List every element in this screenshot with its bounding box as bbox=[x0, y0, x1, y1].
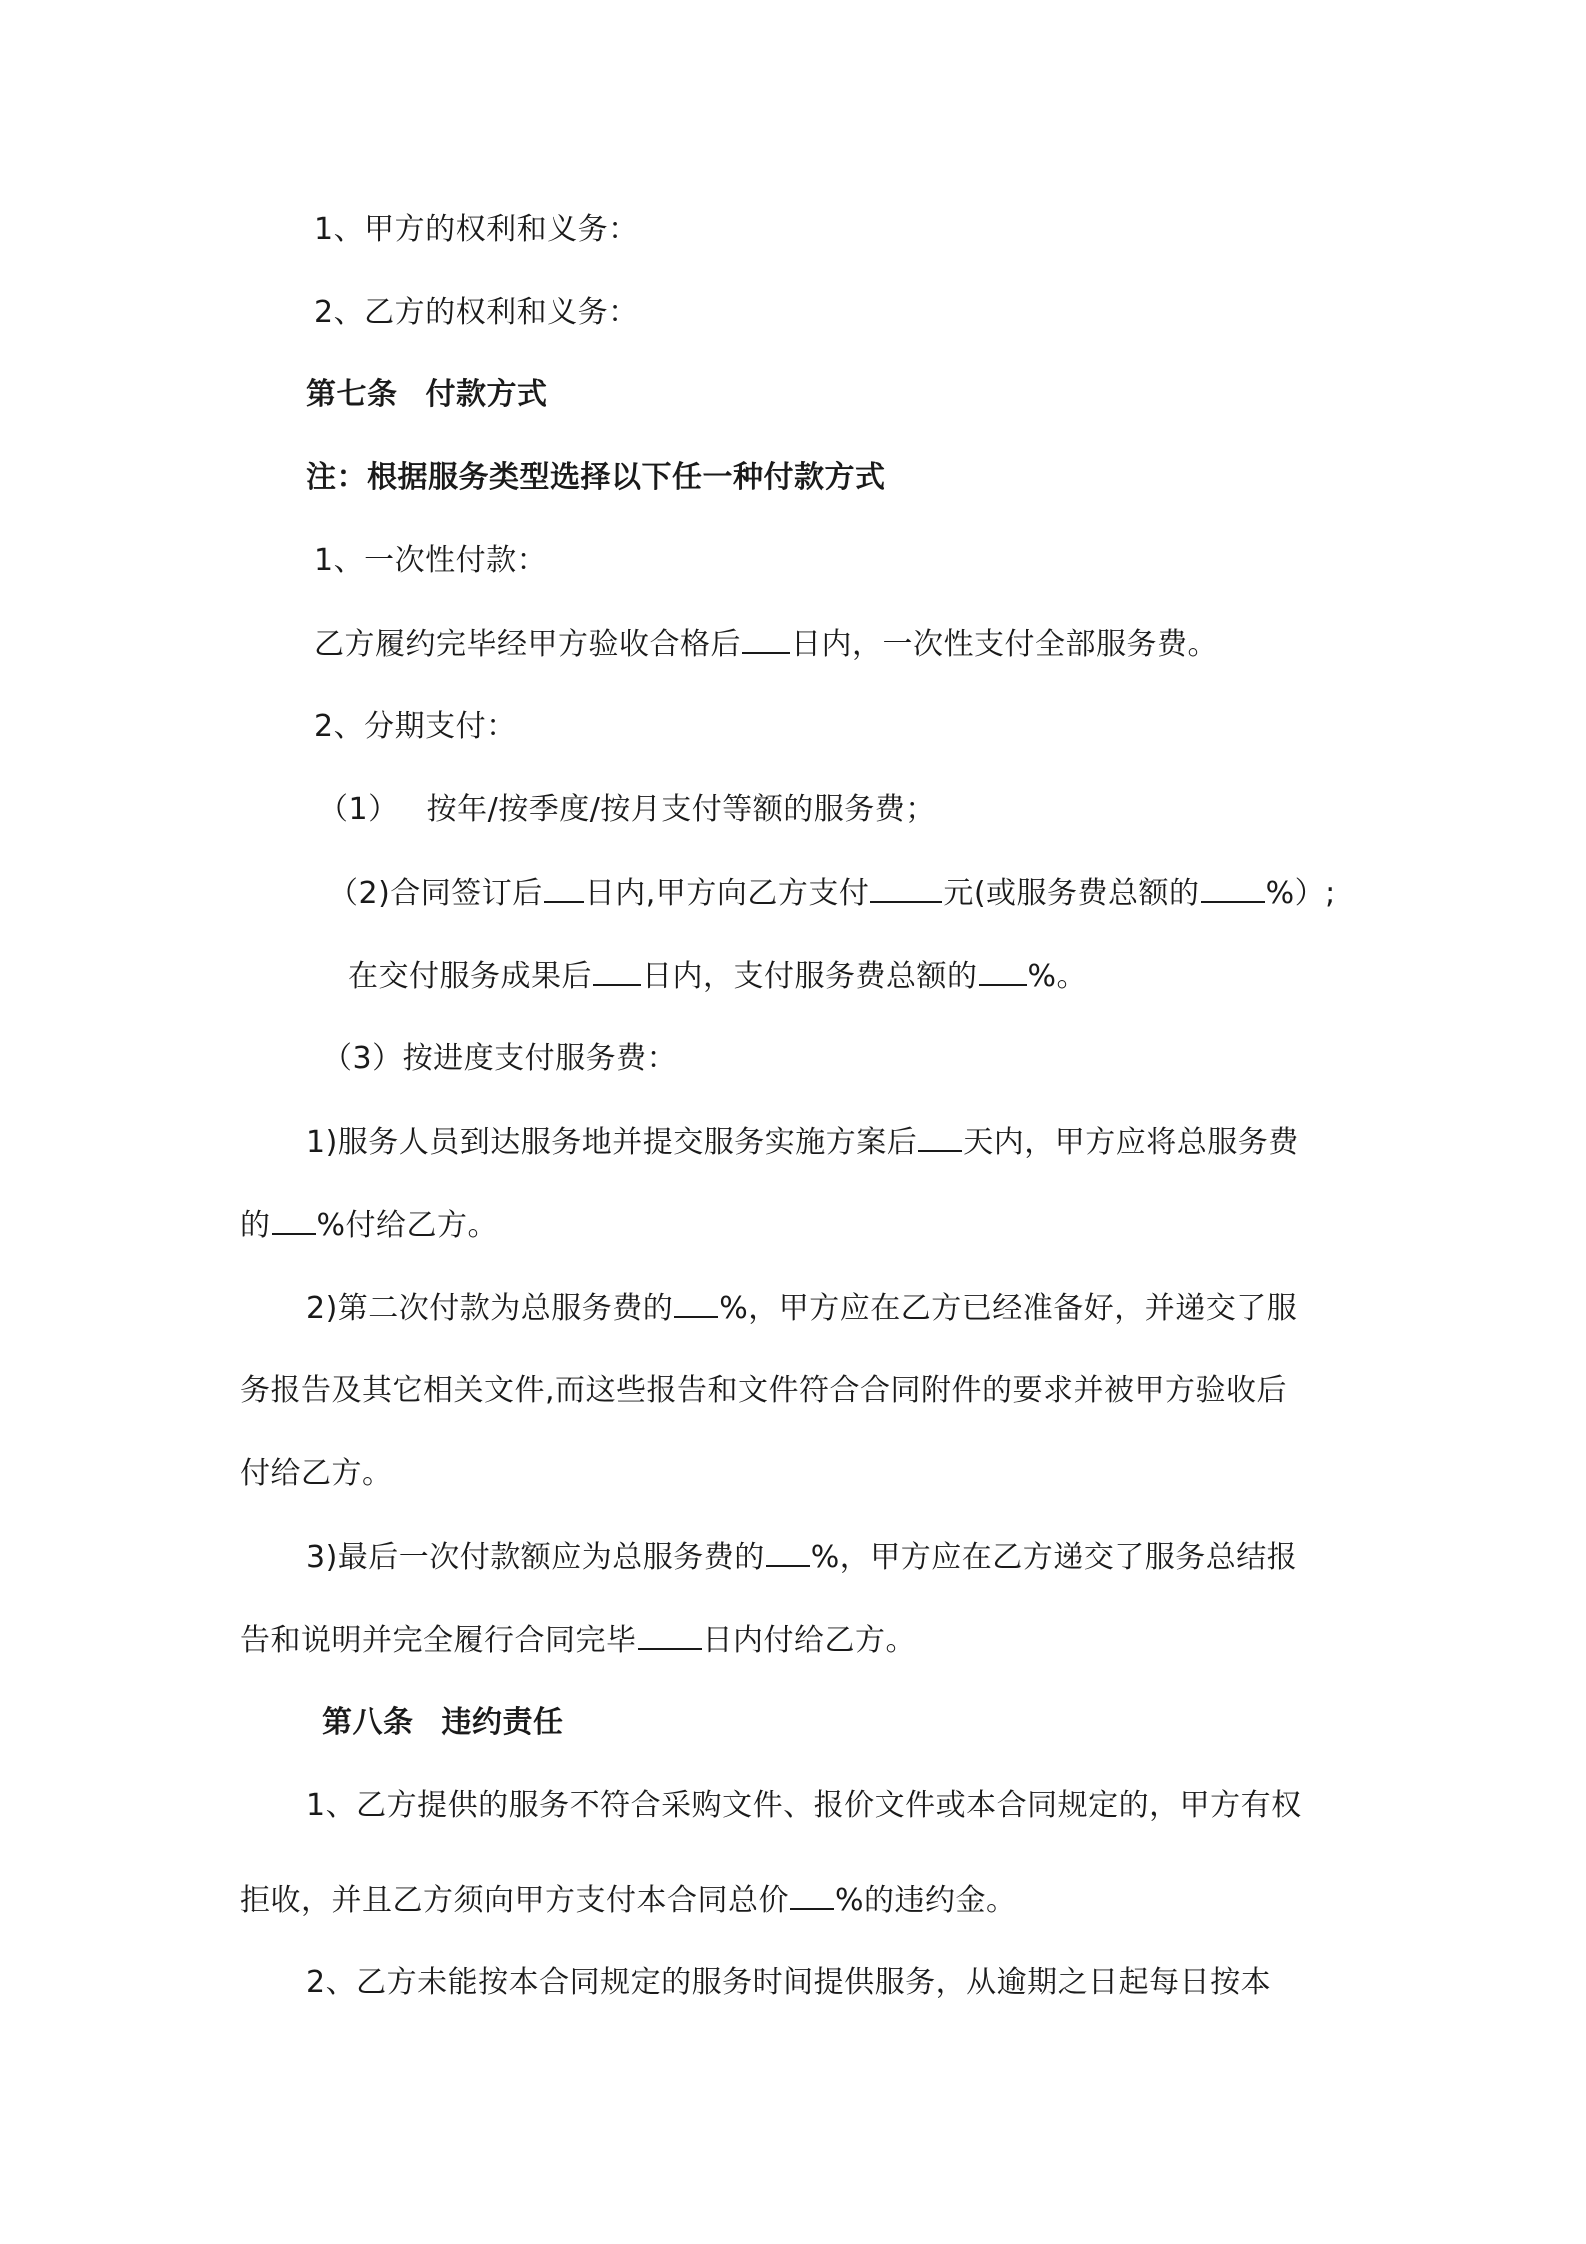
percent-blank bbox=[766, 1537, 810, 1567]
breach-clause-2: 2、乙方未能按本合同规定的服务时间提供服务，从逾期之日起每日按本 bbox=[306, 1965, 1272, 2000]
lump-sum-payment-heading: 1、一次性付款： bbox=[314, 543, 548, 578]
percent-blank bbox=[979, 956, 1027, 986]
progress-payment-3-cont: 告和说明并完全履行合同完毕 日内付给乙方。 bbox=[240, 1620, 916, 1661]
progress-payment-3: 3)最后一次付款额应为总服务费的 %，甲方应在乙方递交了服务总结报 bbox=[306, 1537, 1297, 1578]
percent-blank bbox=[1201, 873, 1265, 903]
lump-sum-payment-text: 乙方履约完毕经甲方验收合格后 日内，一次性支付全部服务费。 bbox=[314, 624, 1218, 665]
installment-option-2: （2)合同签订后 日内,甲方向乙方支付 元(或服务费总额的 %）; bbox=[328, 873, 1336, 914]
clause-party-a-rights: 1、甲方的权利和义务： bbox=[314, 212, 639, 247]
progress-payment-2: 2)第二次付款为总服务费的 %，甲方应在乙方已经准备好，并递交了服 bbox=[306, 1288, 1297, 1329]
days-blank bbox=[593, 956, 641, 986]
installment-option-3: （3）按进度支付服务费： bbox=[322, 1041, 678, 1076]
progress-payment-2-end: 付给乙方。 bbox=[240, 1456, 393, 1491]
days-blank bbox=[918, 1122, 962, 1152]
days-blank bbox=[742, 624, 790, 654]
progress-payment-2-cont: 务报告及其它相关文件,而这些报告和文件符合合同附件的要求并被甲方验收后 bbox=[240, 1373, 1288, 1408]
article-7-heading: 第七条 付款方式 bbox=[306, 377, 548, 412]
percent-blank bbox=[272, 1205, 316, 1235]
clause-party-b-rights: 2、乙方的权利和义务： bbox=[314, 295, 639, 330]
amount-blank bbox=[870, 873, 942, 903]
progress-payment-1-cont: 的 %付给乙方。 bbox=[240, 1205, 498, 1246]
percent-blank bbox=[674, 1288, 718, 1318]
breach-clause-1-cont: 拒收，并且乙方须向甲方支付本合同总价 %的违约金。 bbox=[240, 1880, 1017, 1921]
breach-clause-1: 1、乙方提供的服务不符合采购文件、报价文件或本合同规定的，甲方有权 bbox=[306, 1788, 1302, 1823]
installment-option-1: （1） 按年/按季度/按月支付等额的服务费； bbox=[318, 792, 936, 827]
days-blank bbox=[544, 873, 584, 903]
installment-option-2-final: 在交付服务成果后 日内，支付服务费总额的 %。 bbox=[348, 956, 1087, 997]
installment-heading: 2、分期支付： bbox=[314, 709, 517, 744]
article-8-heading: 第八条 违约责任 bbox=[322, 1705, 564, 1740]
progress-payment-1: 1)服务人员到达服务地并提交服务实施方案后 天内，甲方应将总服务费 bbox=[306, 1122, 1299, 1163]
payment-note: 注：根据服务类型选择以下任一种付款方式 bbox=[306, 460, 886, 495]
percent-blank bbox=[790, 1880, 834, 1910]
days-blank bbox=[638, 1620, 702, 1650]
